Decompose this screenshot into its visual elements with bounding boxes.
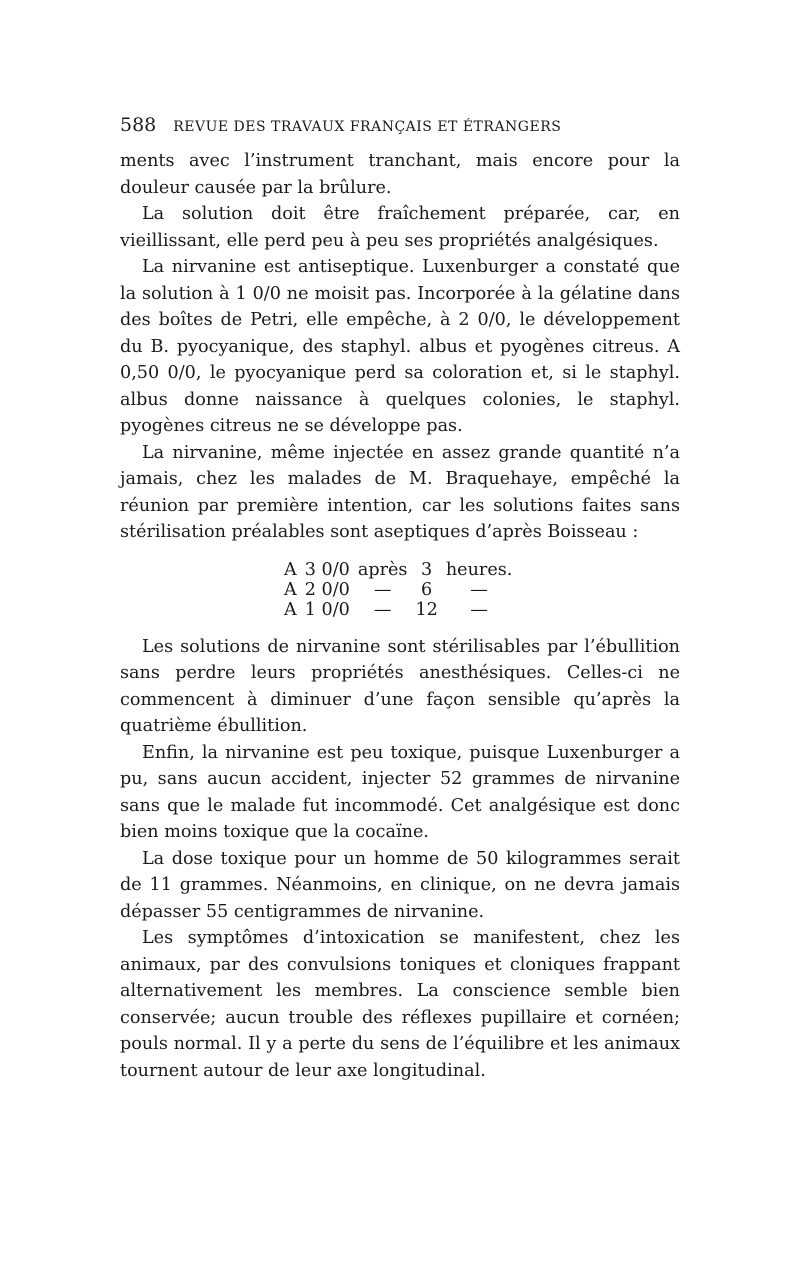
table-row — [280, 580, 516, 600]
dose-hours: 6 — [421, 579, 433, 600]
dose-value: 3 0/0 — [304, 559, 350, 580]
dose-unit: — — [470, 599, 488, 620]
paragraph: La nirvanine, même injectée en assez grande quantité n’a jamais, chez les malades de M. Braquehaye, empêché la réunion par première intention, car les solutions faites sans stérilisation préalables sont aseptiques d’après Boisseau : — [120, 442, 680, 542]
dose-value: 1 0/0 — [304, 599, 350, 620]
dose-unit: — — [470, 579, 488, 600]
running-title: REVUE DES TRAVAUX FRANÇAIS ET ÉTRANGERS — [173, 119, 562, 135]
sterility-table — [280, 560, 516, 620]
paragraph: ments avec l’instrument tranchant, mais encore pour la douleur causée par la brûlure. — [120, 151, 680, 198]
table-row — [280, 560, 516, 580]
dose-prefix: A — [284, 599, 297, 620]
running-header — [120, 114, 680, 136]
dose-prefix: A — [284, 579, 297, 600]
dose-word: — — [373, 579, 392, 600]
paragraph: Enfin, la nirvanine est peu toxique, puisque Luxenburger a pu, sans aucun accident, injecter 52 grammes de nirvanine sans que le malade fut incommodé. Cet analgésique est donc bien moins toxique que la cocaïne. — [120, 742, 680, 842]
paragraph: La nirvanine est antiseptique. Luxenburger a constaté que la solution à 1 0/0 ne moisit pas. Incorporée à la gélatine dans des boîtes de Petri, elle empêche, à 2 0/0, le développement du B. pyocyanique, des staphyl. albus et pyogènes citreus. A 0,50 0/0, le pyocyanique perd sa coloration et, si le staphyl. albus donne naissance à quelques colonies, le staphyl. pyogènes citreus ne se développe pas. — [120, 257, 680, 436]
table-row — [280, 600, 516, 620]
paragraph: La dose toxique pour un homme de 50 kilogrammes serait de 11 grammes. Néanmoins, en clinique, on ne devra jamais dépasser 55 centigrammes de nirvanine. — [120, 848, 680, 922]
paragraph: La solution doit être fraîchement préparée, car, en vieillissant, elle perd peu à peu ses propriétés analgésiques. — [120, 204, 680, 251]
dose-word: — — [373, 599, 392, 620]
dose-word: après — [357, 559, 408, 580]
paragraph: Les symptômes d’intoxication se manifestent, chez les animaux, par des convulsions toniques et cloniques frappant alternativement les membres. La conscience semble bien conservée; aucun trouble des réflexes pupillaire et cornéen; pouls normal. Il y a perte du sens de l’équilibre et les animaux tournent autour de leur axe longitudinal. — [120, 928, 680, 1081]
dose-hours: 3 — [421, 559, 433, 580]
dose-unit: heures. — [445, 559, 513, 580]
dose-value: 2 0/0 — [304, 579, 350, 600]
article-body — [120, 148, 680, 1084]
dose-hours: 12 — [415, 599, 438, 620]
paragraph: Les solutions de nirvanine sont stérilisables par l’ébullition sans perdre leurs propriétés anesthésiques. Celles-ci ne commencent à diminuer d’une façon sensible qu’après la quatrième ébullition. — [120, 636, 680, 736]
dose-prefix: A — [284, 559, 297, 580]
page-number: 588 — [120, 114, 157, 136]
